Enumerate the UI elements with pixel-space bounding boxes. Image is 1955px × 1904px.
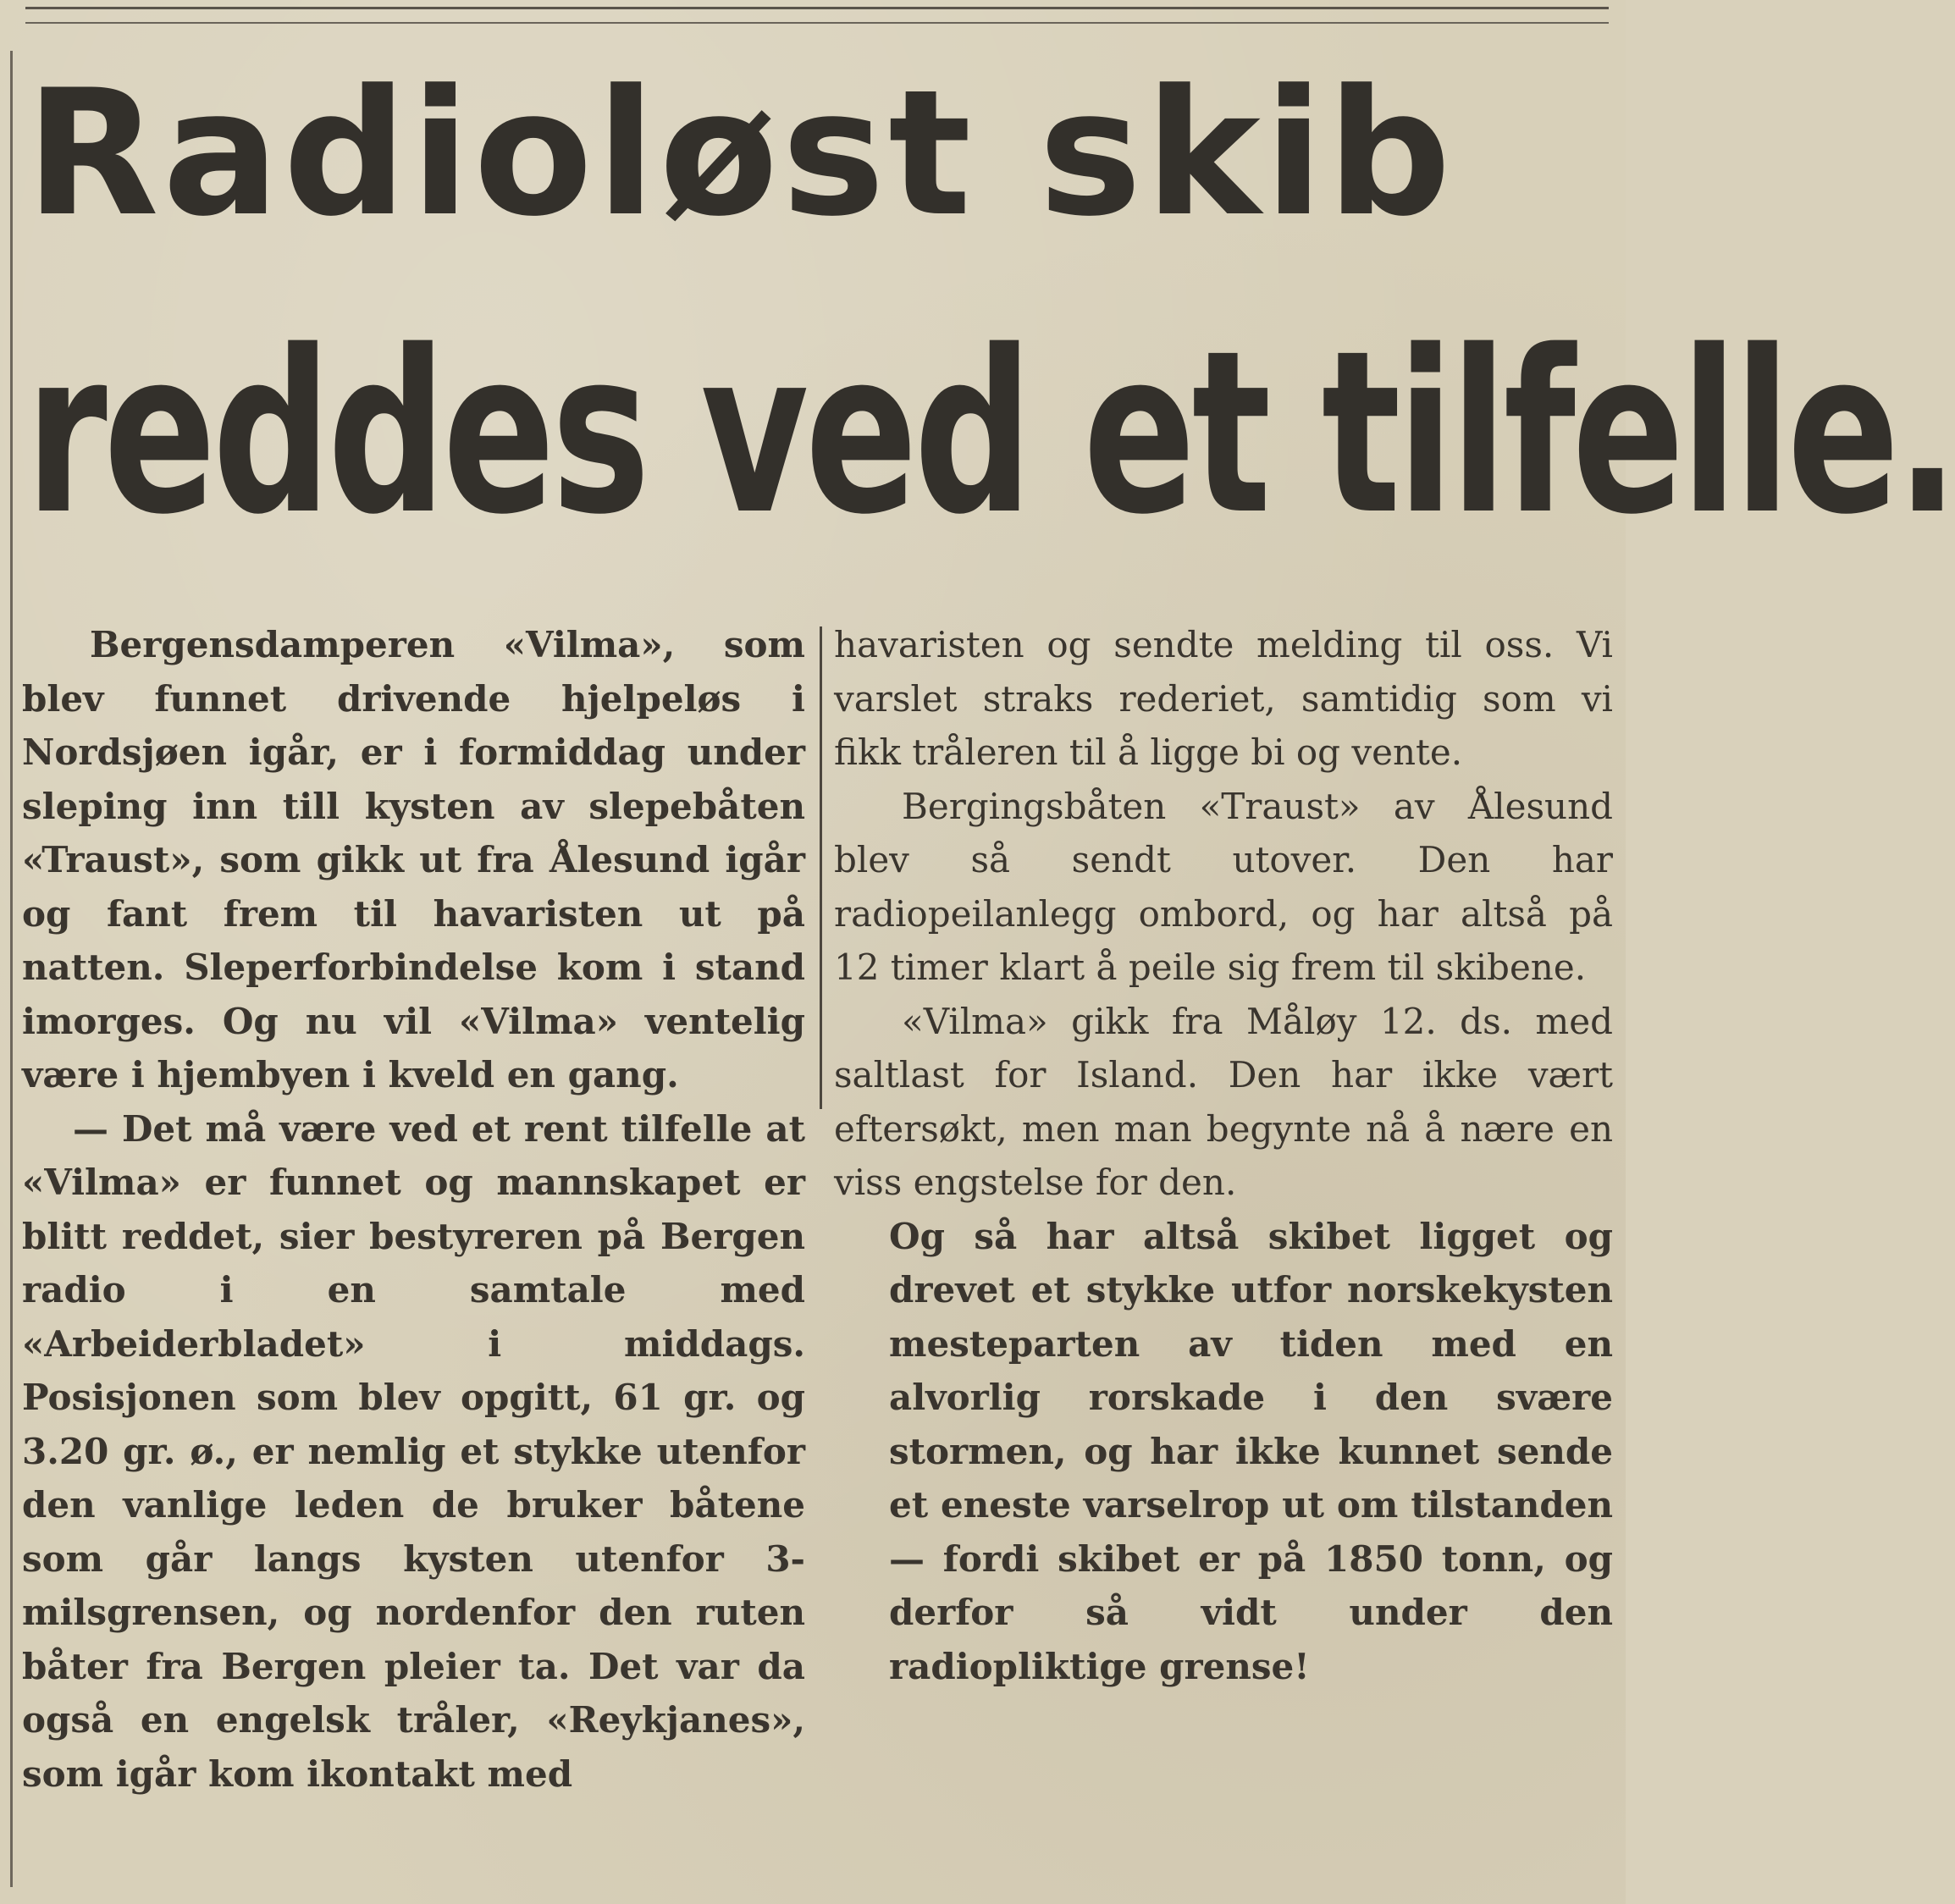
top-rule — [25, 7, 1609, 9]
top-rule-thin — [25, 22, 1609, 24]
headline-line-2: reddes ved et tilfelle. — [25, 303, 1955, 564]
article-column-left — [22, 618, 805, 1801]
paragraph-1: Bergensdamperen «Vilma», som blev funnet drivende hjelpeløs i Nordsjøen igår, er i formiddag under sleping inn till kysten av slepebåten «Traust», som gikk ut fra Ålesund igår og fant frem til havaristen ut på natten. Sleperforbindelse kom i stand imorges. Og nu vil «Vilma» ventelig være i hjembyen i kveld en gang. — [22, 624, 805, 1095]
paragraph-6: Og så har altså skibet ligget og drevet et stykke utfor norskekysten mesteparten av tiden med en alvorlig rorskade i den svære stormen, og har ikke kunnet sende et eneste varselrop ut om tilstanden — fordi skibet er på 1850 tonn, og derfor så vidt under den radiopliktige grense! — [889, 1215, 1613, 1687]
column-divider — [820, 626, 822, 1109]
headline-line-1: Radioløst skib — [25, 53, 1455, 255]
article-column-right — [834, 618, 1613, 1693]
paragraph-4: Bergingsbåten «Traust» av Ålesund blev så sendt utover. Den har radiopeilanlegg ombord, og har altså på 12 timer klart å peile sig frem til skibene. — [834, 785, 1613, 988]
left-column-rule — [10, 51, 13, 1887]
paragraph-3: havaristen og sendte melding til oss. Vi varslet straks rederiet, samtidig som vi fikk tråleren til å ligge bi og vente. — [834, 624, 1613, 773]
paragraph-5: «Vilma» gikk fra Måløy 12. ds. med saltlast for Island. Den har ikke vært eftersøkt, men man begynte nå å nære en viss engstelse for den. — [834, 1000, 1613, 1203]
paragraph-2: — Det må være ved et rent tilfelle at «Vilma» er funnet og mannskapet er blitt reddet, sier bestyreren på Bergen radio i en samtale med «Arbeiderbladet» i middags. Posisjonen som blev opgitt, 61 gr. og 3.20 gr. ø., er nemlig et stykke utenfor den vanlige leden de bruker båtene som går langs kysten utenfor 3-milsgrensen, og nordenfor den ruten båter fra Bergen pleier ta. Det var da også en engelsk tråler, «Reykjanes», som igår kom ikontakt med — [22, 1107, 805, 1795]
